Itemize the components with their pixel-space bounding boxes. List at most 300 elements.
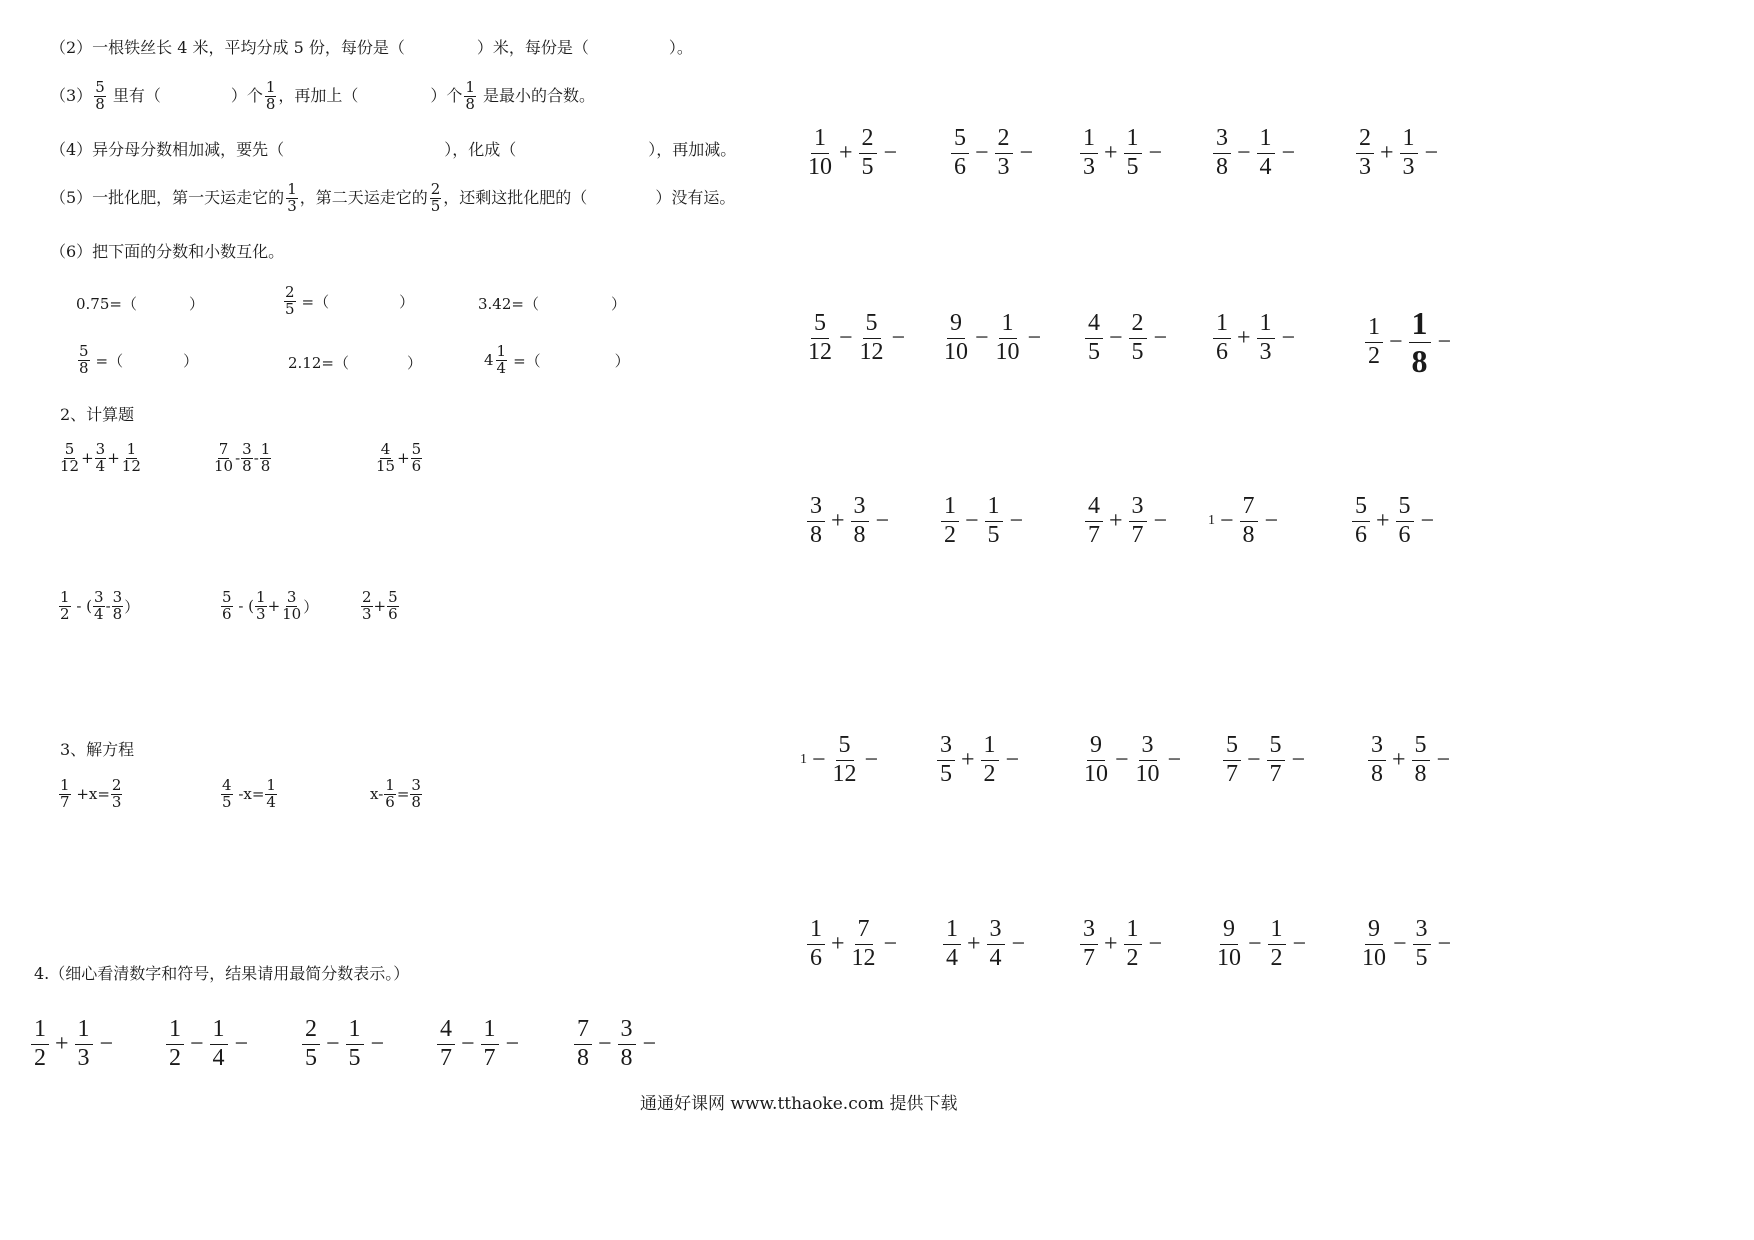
fraction bbox=[59, 442, 80, 475]
whole-number: 1 bbox=[800, 752, 807, 768]
question-5 bbox=[50, 182, 735, 215]
fraction-denominator: 5 bbox=[1126, 153, 1139, 180]
fraction-denominator: 6 bbox=[1398, 521, 1411, 548]
fraction-denominator: 5 bbox=[305, 1044, 317, 1071]
q5-fraction-2: $\frac{2}{5}$ bbox=[430, 180, 441, 215]
operator: − bbox=[1220, 507, 1234, 534]
oral-bottom-4 bbox=[434, 1016, 519, 1072]
fraction-denominator: 4 bbox=[1259, 153, 1272, 180]
fraction bbox=[1267, 732, 1285, 788]
conversion-4-text: =（ bbox=[95, 351, 124, 370]
fraction-denominator: 7 bbox=[1088, 521, 1100, 548]
fraction bbox=[121, 442, 142, 475]
fraction-denominator: 3 bbox=[111, 792, 122, 811]
fraction-denominator: 2 bbox=[1270, 944, 1283, 971]
fraction bbox=[1124, 916, 1142, 972]
fraction-numerator: 7 bbox=[218, 440, 229, 458]
fraction bbox=[410, 778, 422, 811]
question-3 bbox=[50, 80, 595, 113]
oral-r5-1 bbox=[804, 916, 897, 972]
fraction bbox=[1257, 125, 1275, 181]
fraction-denominator: 7 bbox=[1131, 521, 1144, 548]
oral-r3-3 bbox=[1082, 493, 1167, 549]
fraction-numerator: 3 bbox=[95, 440, 106, 458]
oral-r3-5 bbox=[1349, 493, 1434, 549]
fraction-numerator: 5 bbox=[1267, 732, 1285, 761]
conversion-3-close: ） bbox=[610, 295, 626, 313]
fraction-denominator: 10 bbox=[282, 604, 302, 623]
answer-dash: − bbox=[1281, 139, 1296, 166]
question-2 bbox=[50, 38, 693, 58]
fraction bbox=[221, 590, 233, 623]
answer-dash: − bbox=[1148, 139, 1163, 166]
q5-fraction-1: $\frac{1}{3}$ bbox=[287, 180, 297, 215]
fraction-numerator: 3 bbox=[618, 1016, 636, 1045]
fraction-numerator: 5 bbox=[388, 588, 398, 606]
oral-r3-2 bbox=[938, 493, 1023, 549]
fraction-denominator: 4 bbox=[95, 456, 106, 475]
fraction-numerator: 3 bbox=[411, 776, 421, 794]
answer-dash: − bbox=[1011, 930, 1026, 957]
fraction bbox=[832, 732, 858, 788]
fraction-denominator: 7 bbox=[1269, 760, 1282, 787]
q3-fraction-3: $\frac{1}{8}$ bbox=[465, 78, 475, 113]
operator: + bbox=[267, 597, 281, 616]
operator: + bbox=[1380, 139, 1394, 166]
fraction-denominator: 2 bbox=[34, 1044, 46, 1071]
operator: - bbox=[235, 449, 241, 468]
fraction-denominator: 7 bbox=[1083, 944, 1095, 971]
fraction bbox=[981, 732, 999, 788]
fraction-denominator: 10 bbox=[1362, 944, 1386, 971]
fraction-denominator: 4 bbox=[94, 604, 104, 623]
fraction-denominator: 12 bbox=[851, 944, 876, 971]
fraction bbox=[59, 778, 71, 811]
fraction bbox=[995, 125, 1013, 181]
calc-expr-6 bbox=[360, 590, 400, 623]
conversion-6-whole: 4 bbox=[484, 351, 494, 370]
fraction bbox=[1365, 314, 1383, 370]
fraction-numerator: 4 bbox=[380, 440, 391, 458]
fraction-denominator: 12 bbox=[832, 760, 857, 787]
answer-dash: − bbox=[505, 1030, 520, 1057]
fraction-denominator: 3 bbox=[1402, 153, 1415, 180]
fraction-denominator: 6 bbox=[385, 792, 395, 811]
fraction-denominator: 10 bbox=[944, 338, 968, 365]
q2-text-c: ）。 bbox=[668, 38, 693, 57]
fraction-denominator: 3 bbox=[256, 604, 266, 623]
fraction bbox=[1080, 125, 1098, 181]
fraction-denominator: 5 bbox=[348, 1044, 361, 1071]
conversion-5 bbox=[288, 352, 422, 373]
answer-dash: − bbox=[1436, 746, 1451, 773]
calc-expr-3 bbox=[374, 442, 423, 475]
fraction-numerator: 1 bbox=[1400, 125, 1418, 154]
fraction-numerator: 5 bbox=[836, 732, 854, 761]
fraction-denominator: 5 bbox=[861, 153, 874, 180]
question-6-label: （6）把下面的分数和小数互化。 bbox=[50, 242, 285, 261]
fraction-denominator: 8 bbox=[411, 792, 421, 811]
fraction-numerator: 7 bbox=[855, 916, 873, 945]
operator: − bbox=[965, 507, 979, 534]
fraction-numerator: 1 bbox=[385, 776, 395, 794]
fraction-denominator: 3 bbox=[1259, 338, 1272, 365]
conversion-2-close: ） bbox=[399, 292, 415, 311]
fraction bbox=[111, 778, 123, 811]
fraction bbox=[1268, 916, 1286, 972]
fraction-numerator: 5 bbox=[1352, 493, 1370, 522]
operator: +x= bbox=[71, 785, 110, 804]
oral-r5-2 bbox=[940, 916, 1025, 972]
fraction bbox=[943, 310, 969, 366]
fraction bbox=[1257, 310, 1275, 366]
fraction-numerator: 1 bbox=[1124, 125, 1142, 154]
fraction-numerator: 4 bbox=[1085, 310, 1103, 339]
fraction-denominator: 8 bbox=[1242, 521, 1255, 548]
oral-bottom-1 bbox=[28, 1016, 113, 1072]
operator: - bbox=[253, 449, 259, 468]
operator: + bbox=[1237, 324, 1251, 351]
fraction-denominator: 10 bbox=[1217, 944, 1241, 971]
answer-dash: − bbox=[1437, 930, 1452, 957]
fraction-numerator: 4 bbox=[222, 776, 232, 794]
operator: + bbox=[961, 746, 975, 773]
operator: - bbox=[105, 597, 111, 616]
fraction-numerator: 1 bbox=[31, 1016, 49, 1045]
fraction bbox=[1352, 493, 1370, 549]
fraction bbox=[1396, 493, 1414, 549]
answer-dash: − bbox=[1420, 507, 1435, 534]
fraction-denominator: 15 bbox=[376, 456, 396, 475]
conversion-6-close: ） bbox=[614, 351, 630, 370]
calc-expr-2 bbox=[212, 442, 272, 475]
fraction-numerator: 1 bbox=[811, 125, 829, 154]
fraction-numerator: 3 bbox=[1213, 125, 1231, 154]
q5-text-c: ，还剩这批化肥的（ bbox=[443, 188, 588, 208]
fraction bbox=[1356, 125, 1374, 181]
operator: − bbox=[1248, 930, 1262, 957]
fraction bbox=[1216, 916, 1242, 972]
fraction bbox=[851, 493, 869, 549]
fraction-denominator: 6 bbox=[810, 944, 822, 971]
answer-dash: − bbox=[1153, 507, 1168, 534]
answer-dash: − bbox=[864, 746, 879, 773]
operator: -x= bbox=[233, 785, 265, 804]
fraction-numerator: 5 bbox=[1223, 732, 1241, 761]
q3-text-b: ）个 bbox=[230, 86, 263, 106]
q4-text-b: ），化成（ bbox=[444, 140, 517, 159]
operator: + bbox=[831, 507, 845, 534]
fraction bbox=[411, 442, 423, 475]
fraction bbox=[574, 1016, 592, 1072]
oral-r3-4 bbox=[1208, 493, 1278, 549]
operator: x- bbox=[370, 785, 384, 804]
fraction-numerator: 2 bbox=[302, 1016, 320, 1045]
fraction bbox=[437, 1016, 455, 1072]
q3-fraction-1: $\frac{5}{8}$ bbox=[95, 78, 105, 113]
fraction bbox=[943, 916, 961, 972]
fraction-denominator: 7 bbox=[483, 1044, 496, 1071]
operator: ） bbox=[303, 597, 319, 616]
fraction bbox=[221, 778, 233, 811]
fraction-denominator: 10 bbox=[1135, 760, 1160, 787]
oral-r4-3 bbox=[1080, 732, 1181, 788]
fraction bbox=[1223, 732, 1241, 788]
fraction-numerator: 9 bbox=[947, 310, 965, 339]
answer-dash: − bbox=[1148, 930, 1163, 957]
fraction bbox=[1083, 732, 1109, 788]
operator: + bbox=[397, 449, 410, 468]
oral-r4-5 bbox=[1365, 732, 1450, 788]
fraction-denominator: 8 bbox=[260, 456, 271, 475]
operator: - ( bbox=[71, 597, 93, 616]
conversion-6-text: =（ bbox=[513, 351, 541, 370]
fraction-denominator: 10 bbox=[995, 338, 1020, 365]
fraction bbox=[210, 1016, 228, 1072]
operator: − bbox=[461, 1030, 475, 1057]
fraction-denominator: 8 bbox=[1216, 153, 1228, 180]
fraction-numerator: 1 bbox=[985, 493, 1003, 522]
fraction bbox=[346, 1016, 364, 1072]
fraction-denominator: 3 bbox=[997, 153, 1010, 180]
fraction bbox=[1129, 493, 1147, 549]
answer-dash: − bbox=[99, 1030, 114, 1057]
fraction-denominator: 8 bbox=[620, 1044, 633, 1071]
oral-r2-2 bbox=[940, 310, 1041, 366]
answer-dash: − bbox=[1281, 324, 1296, 351]
fraction-denominator: 5 bbox=[222, 792, 232, 811]
conversion-3 bbox=[478, 293, 626, 314]
fraction-denominator: 3 bbox=[77, 1044, 90, 1071]
fraction bbox=[807, 916, 825, 972]
fraction-numerator: 3 bbox=[807, 493, 825, 522]
operator: + bbox=[373, 597, 387, 616]
operator: + bbox=[967, 930, 981, 957]
fraction bbox=[859, 310, 885, 366]
fraction-denominator: 2 bbox=[944, 521, 956, 548]
oral-r1-5 bbox=[1353, 125, 1438, 181]
fraction-numerator: 3 bbox=[987, 916, 1005, 945]
fraction-denominator: 6 bbox=[388, 604, 398, 623]
fraction-numerator: 3 bbox=[1413, 916, 1431, 945]
q2-text-a: （2）一根铁丝长 4 米，平均分成 5 份，每份是（ bbox=[50, 38, 405, 57]
answer-dash: − bbox=[1005, 746, 1020, 773]
answer-dash: − bbox=[1437, 328, 1452, 355]
fraction bbox=[59, 590, 71, 623]
fraction-numerator: 5 bbox=[411, 440, 422, 458]
operator: − bbox=[1237, 139, 1251, 166]
operator: - ( bbox=[233, 597, 255, 616]
fraction bbox=[937, 732, 955, 788]
fraction-denominator: 7 bbox=[1226, 760, 1238, 787]
fraction-numerator: 3 bbox=[1368, 732, 1386, 761]
fraction-denominator: 12 bbox=[859, 338, 884, 365]
operator: + bbox=[107, 449, 120, 468]
fraction bbox=[361, 590, 373, 623]
fraction-numerator: 2 bbox=[111, 776, 122, 794]
fraction-denominator: 10 bbox=[214, 456, 234, 475]
answer-dash: − bbox=[1292, 930, 1307, 957]
fraction bbox=[1361, 916, 1387, 972]
fraction-numerator: 2 bbox=[362, 588, 372, 606]
fraction bbox=[31, 1016, 49, 1072]
calc-expr-1 bbox=[58, 442, 143, 475]
fraction bbox=[941, 493, 959, 549]
fraction-denominator: 8 bbox=[810, 521, 822, 548]
fraction-denominator: 4 bbox=[946, 944, 958, 971]
fraction-numerator: 3 bbox=[242, 440, 252, 458]
fraction-numerator: 1 bbox=[166, 1016, 184, 1045]
conversion-2-text: =（ bbox=[301, 292, 330, 311]
fraction-numerator: 5 bbox=[222, 588, 232, 606]
fraction-numerator: 9 bbox=[1087, 732, 1105, 761]
fraction-denominator: 5 bbox=[1131, 338, 1144, 365]
fraction bbox=[1124, 125, 1142, 181]
fraction-denominator: 4 bbox=[266, 792, 276, 811]
fraction-denominator: 5 bbox=[987, 521, 1000, 548]
fraction-numerator: 4 bbox=[1085, 493, 1103, 522]
operator: − bbox=[975, 324, 989, 351]
fraction bbox=[302, 1016, 320, 1072]
fraction bbox=[807, 493, 825, 549]
fraction-denominator: 8 bbox=[853, 521, 866, 548]
answer-dash: − bbox=[370, 1030, 385, 1057]
oral-bottom-3 bbox=[299, 1016, 384, 1072]
fraction-numerator: 1 bbox=[481, 1016, 499, 1045]
fraction bbox=[375, 442, 396, 475]
operator: − bbox=[812, 746, 826, 773]
fraction bbox=[985, 493, 1003, 549]
q5-text-b: ，第二天运走它的 bbox=[299, 188, 428, 208]
oral-r5-4 bbox=[1213, 916, 1306, 972]
operator: − bbox=[1115, 746, 1129, 773]
section-2-title: 2、计算题 bbox=[60, 405, 135, 424]
operator: + bbox=[1104, 139, 1118, 166]
operator: − bbox=[839, 324, 853, 351]
fraction-denominator: 2 bbox=[983, 760, 996, 787]
fraction-numerator: 1 bbox=[260, 440, 271, 458]
equation-1 bbox=[58, 778, 123, 811]
oral-r1-4 bbox=[1210, 125, 1295, 181]
fraction-numerator: 1 bbox=[210, 1016, 228, 1045]
equation-3 bbox=[370, 778, 423, 811]
fraction-numerator: 5 bbox=[863, 310, 881, 339]
conversion-3-text: 3.42=（ bbox=[478, 295, 539, 313]
fraction-numerator: 1 bbox=[1080, 125, 1098, 154]
fraction-denominator: 3 bbox=[1359, 153, 1371, 180]
oral-r4-4 bbox=[1220, 732, 1305, 788]
oral-r2-5 bbox=[1362, 305, 1451, 380]
oral-r1-3 bbox=[1077, 125, 1162, 181]
fraction-numerator: 7 bbox=[574, 1016, 592, 1045]
q4-text-c: ），再加减。 bbox=[648, 140, 737, 159]
fraction bbox=[481, 1016, 499, 1072]
calc-expr-4 bbox=[58, 590, 139, 623]
answer-dash: − bbox=[1167, 746, 1182, 773]
fraction-denominator: 10 bbox=[1084, 760, 1108, 787]
answer-dash: − bbox=[1009, 507, 1024, 534]
section-4-title: 4.（细心看清数字和符号，结果请用最简分数表示。） bbox=[34, 964, 410, 983]
fraction bbox=[265, 778, 277, 811]
answer-dash: − bbox=[234, 1030, 249, 1057]
operator: − bbox=[190, 1030, 204, 1057]
fraction-numerator: 1 bbox=[346, 1016, 364, 1045]
fraction-denominator: 8 bbox=[242, 456, 252, 475]
answer-dash: − bbox=[875, 507, 890, 534]
fraction-denominator: 2 bbox=[60, 604, 70, 623]
q5-text-a: （5）一批化肥，第一天运走它的 bbox=[50, 188, 285, 208]
q3-text-e: 是最小的合数。 bbox=[477, 86, 596, 106]
fraction-denominator: 4 bbox=[989, 944, 1002, 971]
fraction-numerator: 1 bbox=[1257, 310, 1275, 339]
answer-dash: − bbox=[1264, 507, 1279, 534]
fraction-numerator: 3 bbox=[937, 732, 955, 761]
operator: + bbox=[81, 449, 94, 468]
operator: − bbox=[975, 139, 989, 166]
fraction-numerator: 5 bbox=[811, 310, 829, 339]
fraction bbox=[112, 590, 124, 623]
fraction-numerator: 1 bbox=[1268, 916, 1286, 945]
conversion-1-close: ） bbox=[188, 295, 204, 313]
operator: − bbox=[1247, 746, 1261, 773]
oral-r3-1 bbox=[804, 493, 889, 549]
operator: − bbox=[1393, 930, 1407, 957]
fraction bbox=[1240, 493, 1258, 549]
conversion-6-fraction: $\frac{1}{4}$ bbox=[496, 342, 507, 377]
operator: − bbox=[598, 1030, 612, 1057]
fraction-denominator: 4 bbox=[212, 1044, 225, 1071]
fraction-numerator: 7 bbox=[1240, 493, 1258, 522]
oral-bottom-5 bbox=[571, 1016, 656, 1072]
q3-text-c: ，再加上（ bbox=[278, 86, 359, 106]
equation-2 bbox=[220, 778, 278, 811]
fraction bbox=[166, 1016, 184, 1072]
fraction-numerator: 1 bbox=[1213, 310, 1231, 339]
operator: + bbox=[1104, 930, 1118, 957]
fraction-numerator: 1 bbox=[256, 588, 266, 606]
fraction-numerator: 1 bbox=[126, 440, 137, 458]
fraction bbox=[807, 310, 833, 366]
fraction bbox=[1213, 125, 1231, 181]
fraction-numerator: 4 bbox=[437, 1016, 455, 1045]
fraction-denominator: 12 bbox=[60, 456, 80, 475]
fraction-numerator: 1 bbox=[266, 776, 276, 794]
fraction-denominator: 3 bbox=[1083, 153, 1095, 180]
operator: + bbox=[839, 139, 853, 166]
conversion-6 bbox=[484, 344, 630, 377]
q5-text-d: ）没有运。 bbox=[655, 188, 736, 208]
fraction-numerator: 1 bbox=[943, 916, 961, 945]
conversion-4 bbox=[76, 344, 198, 377]
q4-text-a: （4）异分母分数相加减，要先（ bbox=[50, 140, 285, 159]
q3-text-d: ）个 bbox=[430, 86, 463, 106]
fraction-numerator: 3 bbox=[112, 588, 123, 606]
fraction-denominator: 6 bbox=[1216, 338, 1228, 365]
fraction bbox=[859, 125, 877, 181]
fraction bbox=[260, 442, 272, 475]
operator: − bbox=[326, 1030, 340, 1057]
fraction-numerator: 1 bbox=[1257, 125, 1275, 154]
fraction-numerator: 1 bbox=[807, 916, 825, 945]
fraction bbox=[387, 590, 399, 623]
fraction bbox=[213, 442, 234, 475]
conversion-1-text: 0.75=（ bbox=[76, 295, 137, 313]
answer-dash: − bbox=[1424, 139, 1439, 166]
fraction bbox=[1409, 305, 1431, 380]
conversion-5-close: ） bbox=[406, 354, 422, 372]
fraction-numerator: 5 bbox=[1396, 493, 1414, 522]
conversion-2 bbox=[282, 285, 414, 318]
